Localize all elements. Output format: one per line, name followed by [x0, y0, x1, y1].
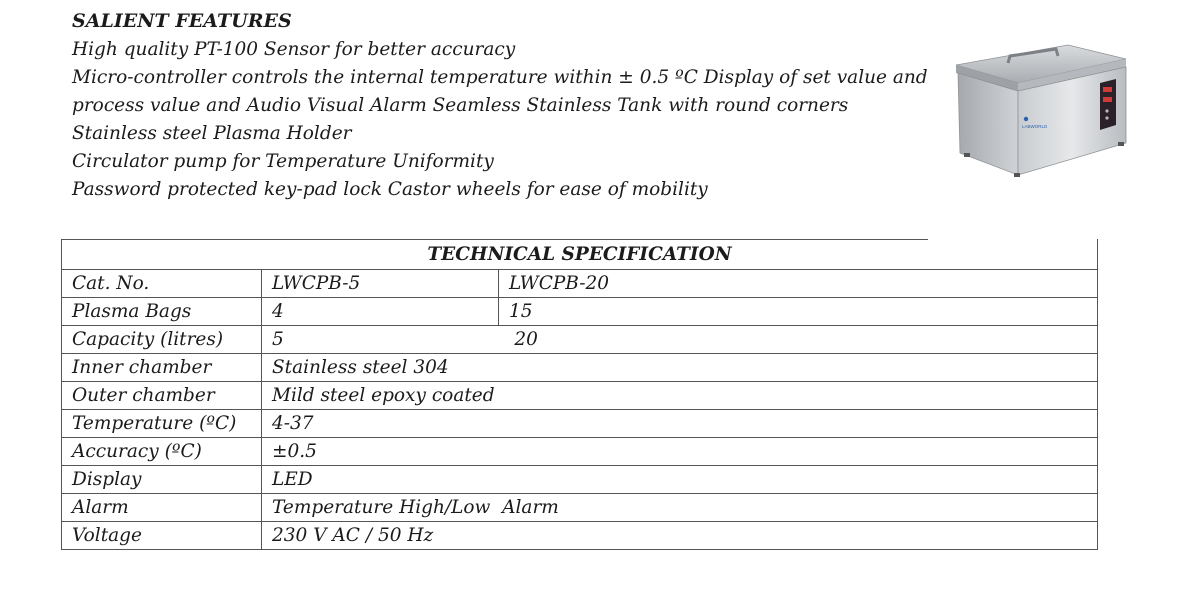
row-label: Temperature (ºC)	[62, 410, 262, 438]
row-label: Accuracy (ºC)	[62, 438, 262, 466]
table-row	[62, 410, 1098, 438]
table-row	[62, 298, 1098, 326]
table-row	[62, 270, 1098, 298]
feature-line: Stainless steel Plasma Holder	[72, 123, 352, 144]
row-value: LWCPB-5	[262, 270, 499, 298]
row-label: Voltage	[62, 522, 262, 550]
spec-table	[61, 239, 1098, 550]
row-value: Temperature High/Low Alarm	[262, 494, 1098, 522]
row-value: LWCPB-20	[499, 270, 1098, 298]
row-value: Stainless steel 304	[262, 354, 1098, 382]
row-value: ±0.5	[262, 438, 1098, 466]
row-label: Display	[62, 466, 262, 494]
table-row	[62, 522, 1098, 550]
spec-title: TECHNICAL SPECIFICATION	[62, 239, 1098, 270]
row-label: Inner chamber	[62, 354, 262, 382]
table-row	[62, 438, 1098, 466]
brand-logo-text: LABWORLD	[1022, 124, 1048, 129]
feature-line: process value and Audio Visual Alarm Seamless Stainless Tank with round corners	[72, 95, 849, 116]
features-title: SALIENT FEATURES	[72, 10, 292, 32]
row-value: 15	[499, 298, 1098, 326]
row-value: 4-37	[262, 410, 1098, 438]
feature-line: High quality PT-100 Sensor for better accuracy	[72, 39, 516, 60]
row-value: 20	[499, 326, 1098, 354]
table-row	[62, 326, 1098, 354]
row-value: Mild steel epoxy coated	[262, 382, 1098, 410]
table-row	[62, 494, 1098, 522]
table-row	[62, 466, 1098, 494]
feature-line: Password protected key-pad lock Castor wheels for ease of mobility	[72, 179, 708, 200]
salient-features	[72, 8, 932, 204]
water-bath-product-image	[948, 25, 1134, 190]
row-label: Capacity (litres)	[62, 326, 262, 354]
technical-specification	[61, 239, 1097, 550]
row-value: LED	[262, 466, 1098, 494]
row-value: 4	[262, 298, 499, 326]
row-value: 5	[262, 326, 499, 354]
row-value: 230 V AC / 50 Hz	[262, 522, 1098, 550]
row-label: Alarm	[62, 494, 262, 522]
feature-line: Micro-controller controls the internal temperature within ± 0.5 ºC Display of set value and	[72, 67, 928, 88]
table-row	[62, 239, 1098, 270]
table-row	[62, 354, 1098, 382]
row-label: Cat. No.	[62, 270, 262, 298]
table-row	[62, 382, 1098, 410]
row-label: Outer chamber	[62, 382, 262, 410]
row-label: Plasma Bags	[62, 298, 262, 326]
feature-line: Circulator pump for Temperature Uniformity	[72, 151, 494, 172]
